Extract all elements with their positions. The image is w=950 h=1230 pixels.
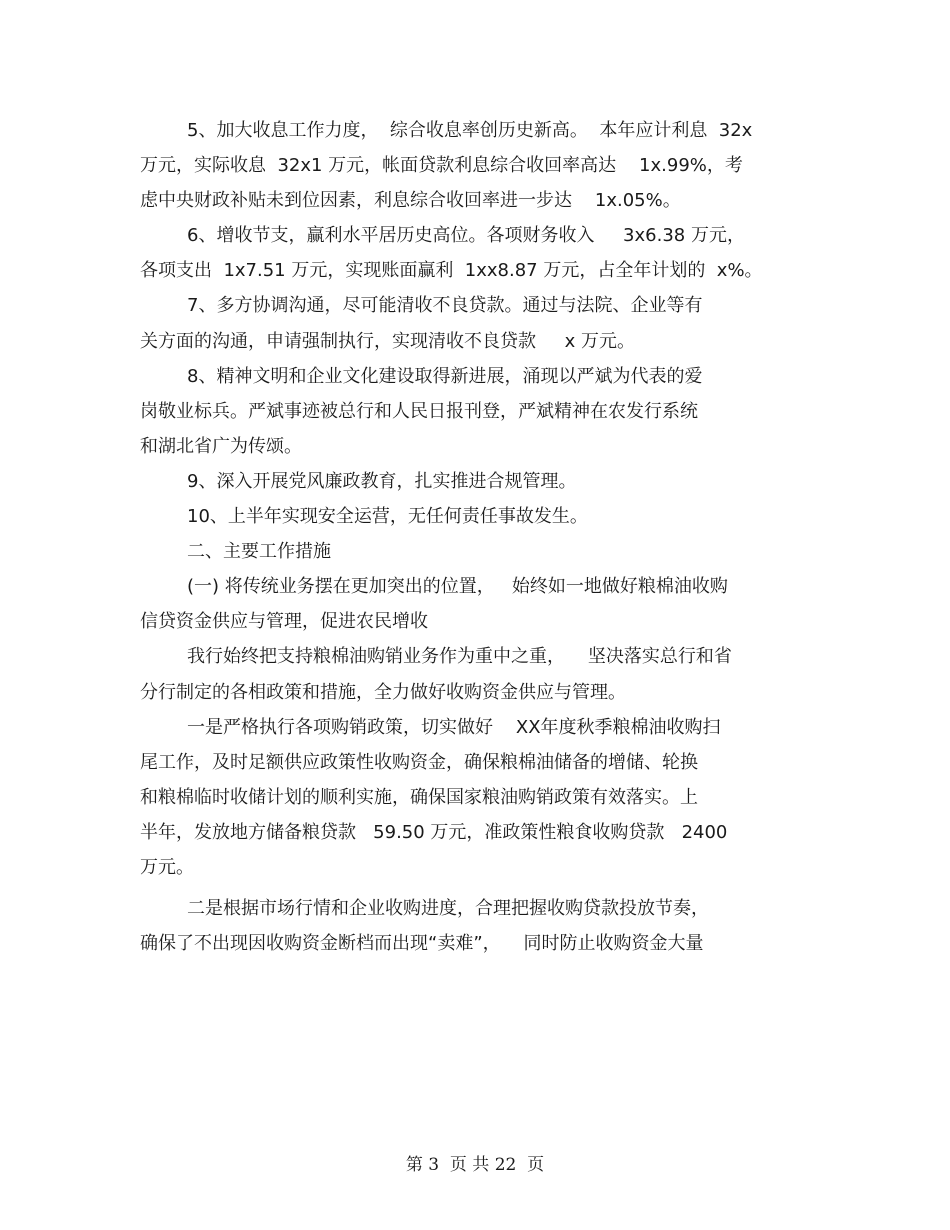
paragraph [140, 359, 820, 464]
paragraph [140, 218, 820, 288]
text-line: 分行制定的各相政策和措施，全力做好收购资金供应与管理。 [140, 681, 626, 703]
text-line: 虑中央财政补贴未到位因素，利息综合收回率进一步达 1x.05%。 [140, 190, 681, 212]
paragraph [140, 113, 820, 218]
paragraph [140, 639, 820, 709]
text-line: 万元，实际收息 32x1 万元，帐面贷款利息综合收回率高达 1x.99%，考 [140, 155, 743, 177]
paragraph [140, 464, 820, 499]
text-line: 10、上半年实现安全运营，无任何责任事故发生。 [187, 506, 588, 528]
text-line: 关方面的沟通，申请强制执行，实现清收不良贷款 x 万元。 [140, 330, 635, 352]
text-line: 岗敬业标兵。严斌事迹被总行和人民日报刊登，严斌精神在农发行系统 [140, 400, 698, 422]
paragraph [140, 569, 820, 639]
text-line: 二是根据市场行情和企业收购进度，合理把握收购贷款投放节奏， [187, 898, 709, 920]
page-footer: 第 3 页 共 22 页 [405, 1155, 545, 1175]
paragraph [140, 499, 820, 534]
paragraph [140, 534, 820, 569]
text-line: 尾工作，及时足额供应政策性收购资金，确保粮棉油储备的增储、轮换 [140, 751, 698, 773]
text-line: 各项支出 1x7.51 万元，实现账面赢利 1xx8.87 万元，占全年计划的 x%。 [140, 260, 763, 282]
paragraph [140, 710, 820, 885]
text-line: 9、深入开展党风廉政教育，扎实推进合规管理。 [187, 470, 577, 492]
text-line: 8、精神文明和企业文化建设取得新进展，涌现以严斌为代表的爱 [187, 365, 703, 387]
text-line: 确保了不出现因收购资金断档而出现“卖难”， 同时防止收购资金大量 [140, 933, 704, 955]
document-body [140, 113, 820, 961]
text-line: 万元。 [140, 856, 194, 878]
text-line: 信贷资金供应与管理，促进农民增收 [140, 611, 428, 633]
text-line: 和粮棉临时收储计划的顺利实施，确保国家粮油购销政策有效落实。上 [140, 786, 698, 808]
text-line: 一是严格执行各项购销政策，切实做好 XX年度秋季粮棉油收购扫 [187, 716, 721, 738]
text-line: (一) 将传统业务摆在更加突出的位置， 始终如一地做好粮棉油收购 [187, 576, 728, 598]
text-line: 5、加大收息工作力度， 综合收息率创历史新高。 本年应计利息 32x [187, 120, 753, 141]
paragraph [140, 288, 820, 358]
text-line: 半年，发放地方储备粮贷款 59.50 万元，准政策性粮食收购贷款 2400 [140, 821, 728, 843]
text-line: 和湖北省广为传颂。 [140, 435, 302, 457]
paragraph [140, 891, 820, 961]
text-line: 6、增收节支，赢利水平居历史高位。各项财务收入 3x6.38 万元， [187, 225, 745, 247]
text-line: 7、多方协调沟通，尽可能清收不良贷款。通过与法院、企业等有 [187, 295, 703, 317]
text-line: 我行始终把支持粮棉油购销业务作为重中之重， 坚决落实总行和省 [187, 646, 732, 668]
text-line: 二、主要工作措施 [187, 541, 331, 563]
